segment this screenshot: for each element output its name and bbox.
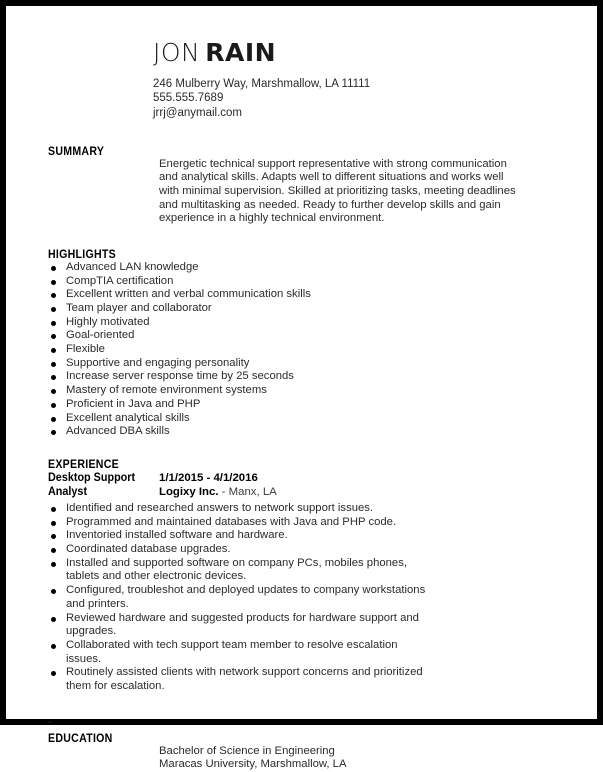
education-school: Maracas University, Marshmallow, LA <box>159 758 347 771</box>
resume-header <box>6 6 597 120</box>
experience-heading: EXPERIENCE <box>48 458 119 471</box>
candidate-name <box>153 40 597 66</box>
experience-bullets <box>48 502 430 694</box>
list-item: Highly motivated <box>48 316 597 330</box>
highlights-heading: HIGHLIGHTS <box>48 248 117 261</box>
job-dates: 1/1/2015 - 4/1/2016 <box>159 471 258 484</box>
summary-heading: SUMMARY <box>48 145 105 158</box>
contact-phone: 555.555.7689 <box>153 92 224 105</box>
contact-block <box>153 77 597 120</box>
education-body <box>159 745 597 772</box>
list-item: Team player and collaborator <box>48 302 597 316</box>
list-item: Advanced LAN knowledge <box>48 261 597 275</box>
last-name: RAIN <box>205 38 277 67</box>
education-degree: Bachelor of Science in Engineering <box>159 744 335 757</box>
list-item: Installed and supported software on company PCs, mobiles phones, tablets and other electronic devices. <box>48 557 430 584</box>
list-item: Excellent analytical skills <box>48 412 597 426</box>
experience-entry-header <box>48 472 597 502</box>
contact-email: jrrj@anymail.com <box>153 106 242 119</box>
list-item: Programmed and maintained databases with Java and PHP code. <box>48 516 430 530</box>
list-item: Increase server response time by 25 seconds <box>48 370 597 384</box>
section-experience <box>6 459 597 694</box>
job-employer-line <box>159 486 597 500</box>
list-item: Goal-oriented <box>48 329 597 343</box>
list-item: CompTIA certification <box>48 275 597 289</box>
list-item: Advanced DBA skills <box>48 425 597 439</box>
education-heading: EDUCATION <box>48 732 113 745</box>
section-highlights <box>6 249 597 439</box>
summary-text: Energetic technical support representative with strong communication and analytical skills. Adapts well to different situations and works well with minimal supervision. Skilled at prioritizing tasks, meeting deadlines and multitasking as needed. Ready to further develop skills and gain experience in a highly technical environment. <box>159 157 516 225</box>
divider-mark: - <box>48 715 52 728</box>
list-item: Inventoried installed software and hardware. <box>48 529 430 543</box>
list-item: Proficient in Java and PHP <box>48 398 597 412</box>
list-item: Excellent written and verbal communication skills <box>48 288 597 302</box>
list-item: Coordinated database upgrades. <box>48 543 430 557</box>
contact-address: 246 Mulberry Way, Marshmallow, LA 11111 <box>153 78 371 91</box>
list-item: Routinely assisted clients with network support concerns and prioritized them for escalation. <box>48 666 430 693</box>
job-location: - Manx, LA <box>221 485 277 498</box>
section-summary <box>6 146 597 226</box>
list-item: Supportive and engaging personality <box>48 357 597 371</box>
list-item: Configured, troubleshot and deployed updates to company workstations and printers. <box>48 584 430 611</box>
first-name: JON <box>153 38 201 67</box>
list-item: Identified and researched answers to network support issues. <box>48 502 430 516</box>
list-item: Flexible <box>48 343 597 357</box>
resume-content <box>6 6 597 771</box>
list-item: Collaborated with tech support team member to resolve escalation issues. <box>48 639 430 666</box>
highlights-list <box>48 261 597 439</box>
list-item: Reviewed hardware and suggested products for hardware support and upgrades. <box>48 612 430 639</box>
job-company: Logixy Inc. <box>159 485 219 498</box>
list-item: Mastery of remote environment systems <box>48 384 597 398</box>
section-education <box>6 733 597 772</box>
job-meta <box>159 472 597 499</box>
job-title: Desktop Support Analyst <box>48 471 136 498</box>
